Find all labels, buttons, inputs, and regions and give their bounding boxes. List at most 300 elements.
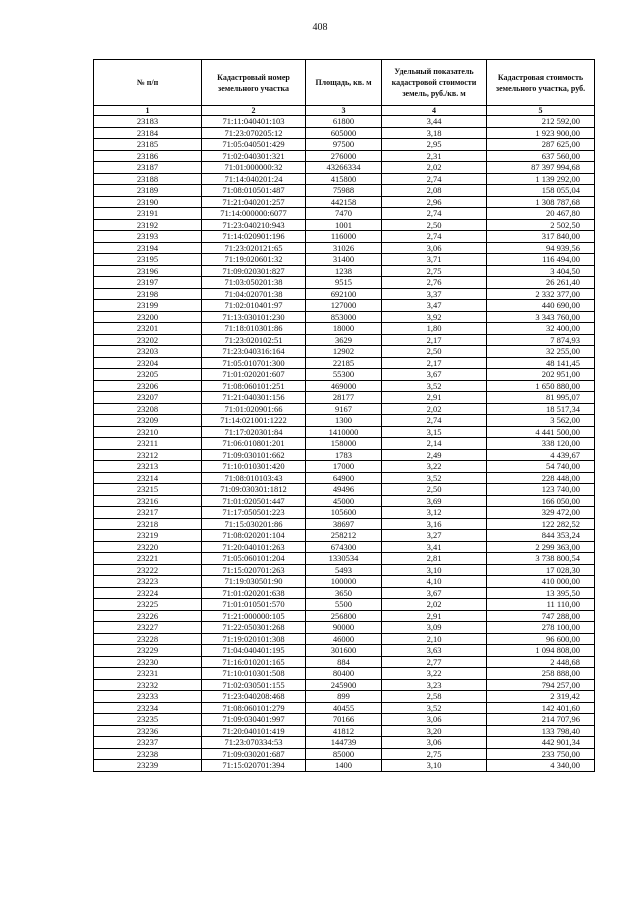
row-number: 23201 [94,323,202,335]
row-number: 23204 [94,357,202,369]
area-value: 64900 [306,472,382,484]
cadastral-number: 71:01:010501:570 [202,599,306,611]
row-number: 23219 [94,530,202,542]
area-value: 70166 [306,714,382,726]
row-number: 23237 [94,737,202,749]
table-row [94,208,595,220]
table-row [94,300,595,312]
row-number: 23209 [94,415,202,427]
row-number: 23227 [94,622,202,634]
row-number: 23215 [94,484,202,496]
row-number: 23214 [94,472,202,484]
cadastral-number: 71:09:030401:997 [202,714,306,726]
area-value: 276000 [306,150,382,162]
cadastral-value: 122 282,52 [487,518,595,530]
cadastral-number: 71:11:040401:103 [202,116,306,128]
cadastral-number: 71:09:030201:687 [202,748,306,760]
area-value: 301600 [306,645,382,657]
unit-rate-value: 3,44 [382,116,487,128]
unit-rate-value: 3,67 [382,369,487,381]
table-row [94,369,595,381]
table-row [94,633,595,645]
unit-rate-value: 3,18 [382,127,487,139]
table-row [94,449,595,461]
table-row [94,645,595,657]
cadastral-value: 20 467,80 [487,208,595,220]
unit-rate-value: 2,91 [382,610,487,622]
area-value: 116000 [306,231,382,243]
unit-rate-value: 3,22 [382,461,487,473]
table-row [94,518,595,530]
cadastral-value: 32 255,00 [487,346,595,358]
unit-rate-value: 2,58 [382,691,487,703]
unit-rate-value: 2,31 [382,150,487,162]
area-value: 97500 [306,139,382,151]
cadastral-value: 2 332 377,00 [487,288,595,300]
table-row [94,231,595,243]
area-value: 45000 [306,495,382,507]
cadastral-value: 26 261,40 [487,277,595,289]
header-unit-rate: Удельный показатель кадастровой стоимости земель, руб./кв. м [382,60,487,106]
cadastral-value: 233 750,00 [487,748,595,760]
unit-rate-value: 3,15 [382,426,487,438]
cadastral-number: 71:14:000000:6077 [202,208,306,220]
area-value: 258212 [306,530,382,542]
row-number: 23200 [94,311,202,323]
cadastral-value: 212 592,00 [487,116,595,128]
table-row [94,691,595,703]
area-value: 31026 [306,242,382,254]
area-value: 1300 [306,415,382,427]
cadastral-value: 17 028,30 [487,564,595,576]
cadastral-number: 71:14:021001:1222 [202,415,306,427]
table-row [94,472,595,484]
row-number: 23198 [94,288,202,300]
area-value: 605000 [306,127,382,139]
area-value: 245900 [306,679,382,691]
row-number: 23224 [94,587,202,599]
unit-rate-value: 2,14 [382,438,487,450]
area-value: 256800 [306,610,382,622]
cadastral-number: 71:09:030301:1812 [202,484,306,496]
row-number: 23205 [94,369,202,381]
cadastral-value: 11 110,00 [487,599,595,611]
cadastral-number: 71:19:020601:32 [202,254,306,266]
row-number: 23235 [94,714,202,726]
area-value: 469000 [306,380,382,392]
table-row [94,196,595,208]
cadastral-value: 317 840,00 [487,231,595,243]
cadastral-number: 71:01:020501:447 [202,495,306,507]
header-area: Площадь, кв. м [306,60,382,106]
cadastral-value: 166 050,00 [487,495,595,507]
row-number: 23229 [94,645,202,657]
unit-rate-value: 2,74 [382,173,487,185]
row-number: 23231 [94,668,202,680]
unit-rate-value: 3,37 [382,288,487,300]
cadastral-number: 71:04:040401:195 [202,645,306,657]
unit-rate-value: 3,27 [382,530,487,542]
table-row [94,254,595,266]
table-row [94,334,595,346]
area-value: 1001 [306,219,382,231]
area-value: 105600 [306,507,382,519]
cadastral-value: 1 923 900,00 [487,127,595,139]
table-row [94,507,595,519]
cadastral-value: 747 288,00 [487,610,595,622]
cadastral-value: 202 951,00 [487,369,595,381]
area-value: 49496 [306,484,382,496]
table-header-row [94,60,595,106]
cadastral-value: 794 257,00 [487,679,595,691]
cadastral-number: 71:17:020301:84 [202,426,306,438]
cadastral-number: 71:02:030501:155 [202,679,306,691]
unit-rate-value: 2,49 [382,449,487,461]
cadastral-number: 71:20:040101:419 [202,725,306,737]
header-cadastral-number: Кадастровый номер земельного участка [202,60,306,106]
unit-rate-value: 2,81 [382,553,487,565]
row-number: 23230 [94,656,202,668]
unit-rate-value: 2,75 [382,265,487,277]
cadastral-number: 71:15:020701:263 [202,564,306,576]
area-value: 17000 [306,461,382,473]
row-number: 23197 [94,277,202,289]
cadastral-value: 4 439,67 [487,449,595,461]
cadastral-number: 71:02:040301:321 [202,150,306,162]
unit-rate-value: 2,17 [382,334,487,346]
area-value: 28177 [306,392,382,404]
header-number: № п/п [94,60,202,106]
area-value: 692100 [306,288,382,300]
row-number: 23233 [94,691,202,703]
table-row [94,323,595,335]
cadastral-number: 71:08:020201:104 [202,530,306,542]
unit-rate-value: 3,10 [382,760,487,772]
cadastral-number: 71:19:020101:308 [202,633,306,645]
area-value: 1330534 [306,553,382,565]
unit-rate-value: 2,50 [382,484,487,496]
cadastral-value: 18 517,34 [487,403,595,415]
cadastral-number: 71:08:060101:279 [202,702,306,714]
table-row [94,725,595,737]
cadastral-number: 71:01:020201:607 [202,369,306,381]
cadastral-number: 71:22:050301:268 [202,622,306,634]
unit-rate-value: 3,52 [382,472,487,484]
column-number: 2 [202,106,306,116]
area-value: 75988 [306,185,382,197]
cadastral-value: 1 139 292,00 [487,173,595,185]
row-number: 23196 [94,265,202,277]
cadastral-number: 71:08:010103:43 [202,472,306,484]
cadastral-value: 3 343 760,00 [487,311,595,323]
row-number: 23236 [94,725,202,737]
unit-rate-value: 3,23 [382,679,487,691]
cadastral-number: 71:23:020121:65 [202,242,306,254]
table-row [94,426,595,438]
cadastral-value: 7 874,93 [487,334,595,346]
row-number: 23183 [94,116,202,128]
area-value: 158000 [306,438,382,450]
unit-rate-value: 2,96 [382,196,487,208]
row-number: 23232 [94,679,202,691]
unit-rate-value: 3,16 [382,518,487,530]
unit-rate-value: 2,75 [382,748,487,760]
unit-rate-value: 3,92 [382,311,487,323]
cadastral-value: 1 650 880,00 [487,380,595,392]
table-row [94,553,595,565]
table-row [94,576,595,588]
table-row [94,737,595,749]
cadastral-value: 54 740,00 [487,461,595,473]
table-row [94,564,595,576]
unit-rate-value: 1,80 [382,323,487,335]
table-row [94,173,595,185]
unit-rate-value: 2,02 [382,162,487,174]
unit-rate-value: 3,71 [382,254,487,266]
cadastral-number: 71:19:030501:90 [202,576,306,588]
table-row [94,438,595,450]
cadastral-value: 338 120,00 [487,438,595,450]
row-number: 23203 [94,346,202,358]
cadastral-value: 32 400,00 [487,323,595,335]
table-row [94,599,595,611]
unit-rate-value: 2,77 [382,656,487,668]
area-value: 31400 [306,254,382,266]
cadastral-number: 71:01:000000:32 [202,162,306,174]
table-row [94,461,595,473]
table-row [94,357,595,369]
unit-rate-value: 2,10 [382,633,487,645]
area-value: 85000 [306,748,382,760]
row-number: 23222 [94,564,202,576]
unit-rate-value: 2,02 [382,599,487,611]
table-row [94,702,595,714]
cadastral-value: 133 798,40 [487,725,595,737]
cadastral-value: 13 395,50 [487,587,595,599]
table-row [94,484,595,496]
cadastral-number: 71:04:020701:38 [202,288,306,300]
area-value: 5500 [306,599,382,611]
table-row [94,622,595,634]
table-row [94,346,595,358]
unit-rate-value: 3,52 [382,380,487,392]
unit-rate-value: 2,50 [382,219,487,231]
row-number: 23192 [94,219,202,231]
unit-rate-value: 2,17 [382,357,487,369]
table-row [94,288,595,300]
area-value: 18000 [306,323,382,335]
cadastral-value: 2 319,42 [487,691,595,703]
row-number: 23217 [94,507,202,519]
area-value: 61800 [306,116,382,128]
cadastral-number: 71:16:010201:165 [202,656,306,668]
cadastral-number: 71:21:000000:105 [202,610,306,622]
row-number: 23234 [94,702,202,714]
area-value: 144739 [306,737,382,749]
row-number: 23188 [94,173,202,185]
cadastral-value: 287 625,00 [487,139,595,151]
cadastral-number: 71:23:040210:943 [202,219,306,231]
area-value: 12902 [306,346,382,358]
cadastral-value: 4 340,00 [487,760,595,772]
cadastral-value: 440 690,00 [487,300,595,312]
row-number: 23206 [94,380,202,392]
table-row [94,116,595,128]
cadastral-number: 71:17:050501:223 [202,507,306,519]
unit-rate-value: 2,91 [382,392,487,404]
cadastral-value: 123 740,00 [487,484,595,496]
row-number: 23220 [94,541,202,553]
area-value: 1238 [306,265,382,277]
area-value: 1783 [306,449,382,461]
unit-rate-value: 3,06 [382,737,487,749]
cadastral-value: 410 000,00 [487,576,595,588]
area-value: 899 [306,691,382,703]
table-row [94,679,595,691]
unit-rate-value: 2,95 [382,139,487,151]
area-value: 9167 [306,403,382,415]
unit-rate-value: 2,08 [382,185,487,197]
table-row [94,748,595,760]
column-number: 4 [382,106,487,116]
area-value: 1400 [306,760,382,772]
cadastral-value: 3 738 800,54 [487,553,595,565]
cadastral-number: 71:08:060101:251 [202,380,306,392]
cadastral-value: 96 600,00 [487,633,595,645]
unit-rate-value: 2,76 [382,277,487,289]
unit-rate-value: 2,74 [382,231,487,243]
cadastral-number: 71:23:040316:164 [202,346,306,358]
cadastral-number: 71:14:040201:24 [202,173,306,185]
unit-rate-value: 2,74 [382,208,487,220]
row-number: 23223 [94,576,202,588]
cadastral-value: 844 353,24 [487,530,595,542]
table-row [94,185,595,197]
row-number: 23239 [94,760,202,772]
unit-rate-value: 4,10 [382,576,487,588]
area-value: 7470 [306,208,382,220]
row-number: 23191 [94,208,202,220]
cadastral-number: 71:08:010501:487 [202,185,306,197]
unit-rate-value: 3,69 [382,495,487,507]
column-number: 3 [306,106,382,116]
unit-rate-value: 3,63 [382,645,487,657]
column-number-row [94,106,595,116]
cadastral-number: 71:05:040501:429 [202,139,306,151]
row-number: 23225 [94,599,202,611]
cadastral-number: 71:23:070334:53 [202,737,306,749]
cadastral-value: 258 888,00 [487,668,595,680]
area-value: 55300 [306,369,382,381]
column-number: 5 [487,106,595,116]
row-number: 23218 [94,518,202,530]
cadastral-number: 71:15:030201:86 [202,518,306,530]
area-value: 5493 [306,564,382,576]
cadastral-value: 4 441 500,00 [487,426,595,438]
header-cadastral-value: Кадастровая стоимость земельного участка, руб. [487,60,595,106]
cadastral-value: 228 448,00 [487,472,595,484]
cadastral-number: 71:15:020701:394 [202,760,306,772]
table-row [94,403,595,415]
cadastral-number: 71:01:020901:66 [202,403,306,415]
cadastral-value: 87 397 994,68 [487,162,595,174]
area-value: 884 [306,656,382,668]
table-row [94,150,595,162]
row-number: 23207 [94,392,202,404]
page-number: 408 [312,22,328,33]
column-number: 1 [94,106,202,116]
cadastral-number: 71:20:040101:263 [202,541,306,553]
row-number: 23199 [94,300,202,312]
cadastral-number: 71:21:040301:156 [202,392,306,404]
cadastral-number: 71:05:060101:204 [202,553,306,565]
area-value: 127000 [306,300,382,312]
cadastral-value: 142 401,60 [487,702,595,714]
table-row [94,415,595,427]
table-row [94,541,595,553]
row-number: 23216 [94,495,202,507]
area-value: 674300 [306,541,382,553]
unit-rate-value: 3,06 [382,242,487,254]
unit-rate-value: 3,09 [382,622,487,634]
cadastral-number: 71:09:030101:662 [202,449,306,461]
cadastral-number: 71:10:010301:508 [202,668,306,680]
cadastral-number: 71:05:010701:300 [202,357,306,369]
cadastral-number: 71:13:030101:230 [202,311,306,323]
table-row [94,311,595,323]
cadastral-value: 637 560,00 [487,150,595,162]
area-value: 100000 [306,576,382,588]
cadastral-value: 81 995,07 [487,392,595,404]
cadastral-value-table [93,59,595,772]
area-value: 41812 [306,725,382,737]
row-number: 23221 [94,553,202,565]
unit-rate-value: 3,41 [382,541,487,553]
table-row [94,380,595,392]
row-number: 23189 [94,185,202,197]
cadastral-value: 2 502,50 [487,219,595,231]
cadastral-number: 71:03:050201:38 [202,277,306,289]
cadastral-number: 71:18:010301:86 [202,323,306,335]
cadastral-number: 71:14:020901:196 [202,231,306,243]
unit-rate-value: 3,12 [382,507,487,519]
table-row [94,587,595,599]
table-row [94,656,595,668]
table-row [94,530,595,542]
row-number: 23190 [94,196,202,208]
unit-rate-value: 2,50 [382,346,487,358]
cadastral-number: 71:06:010801:201 [202,438,306,450]
cadastral-number: 71:21:040201:257 [202,196,306,208]
area-value: 46000 [306,633,382,645]
cadastral-value: 214 707,96 [487,714,595,726]
cadastral-value: 1 308 787,68 [487,196,595,208]
cadastral-value: 329 472,00 [487,507,595,519]
row-number: 23194 [94,242,202,254]
area-value: 40455 [306,702,382,714]
area-value: 3629 [306,334,382,346]
cadastral-number: 71:02:010401:97 [202,300,306,312]
unit-rate-value: 3,67 [382,587,487,599]
table-row [94,668,595,680]
table-row [94,127,595,139]
cadastral-number: 71:23:070205:12 [202,127,306,139]
area-value: 853000 [306,311,382,323]
cadastral-number: 71:09:020301:827 [202,265,306,277]
area-value: 90000 [306,622,382,634]
row-number: 23213 [94,461,202,473]
area-value: 43266334 [306,162,382,174]
